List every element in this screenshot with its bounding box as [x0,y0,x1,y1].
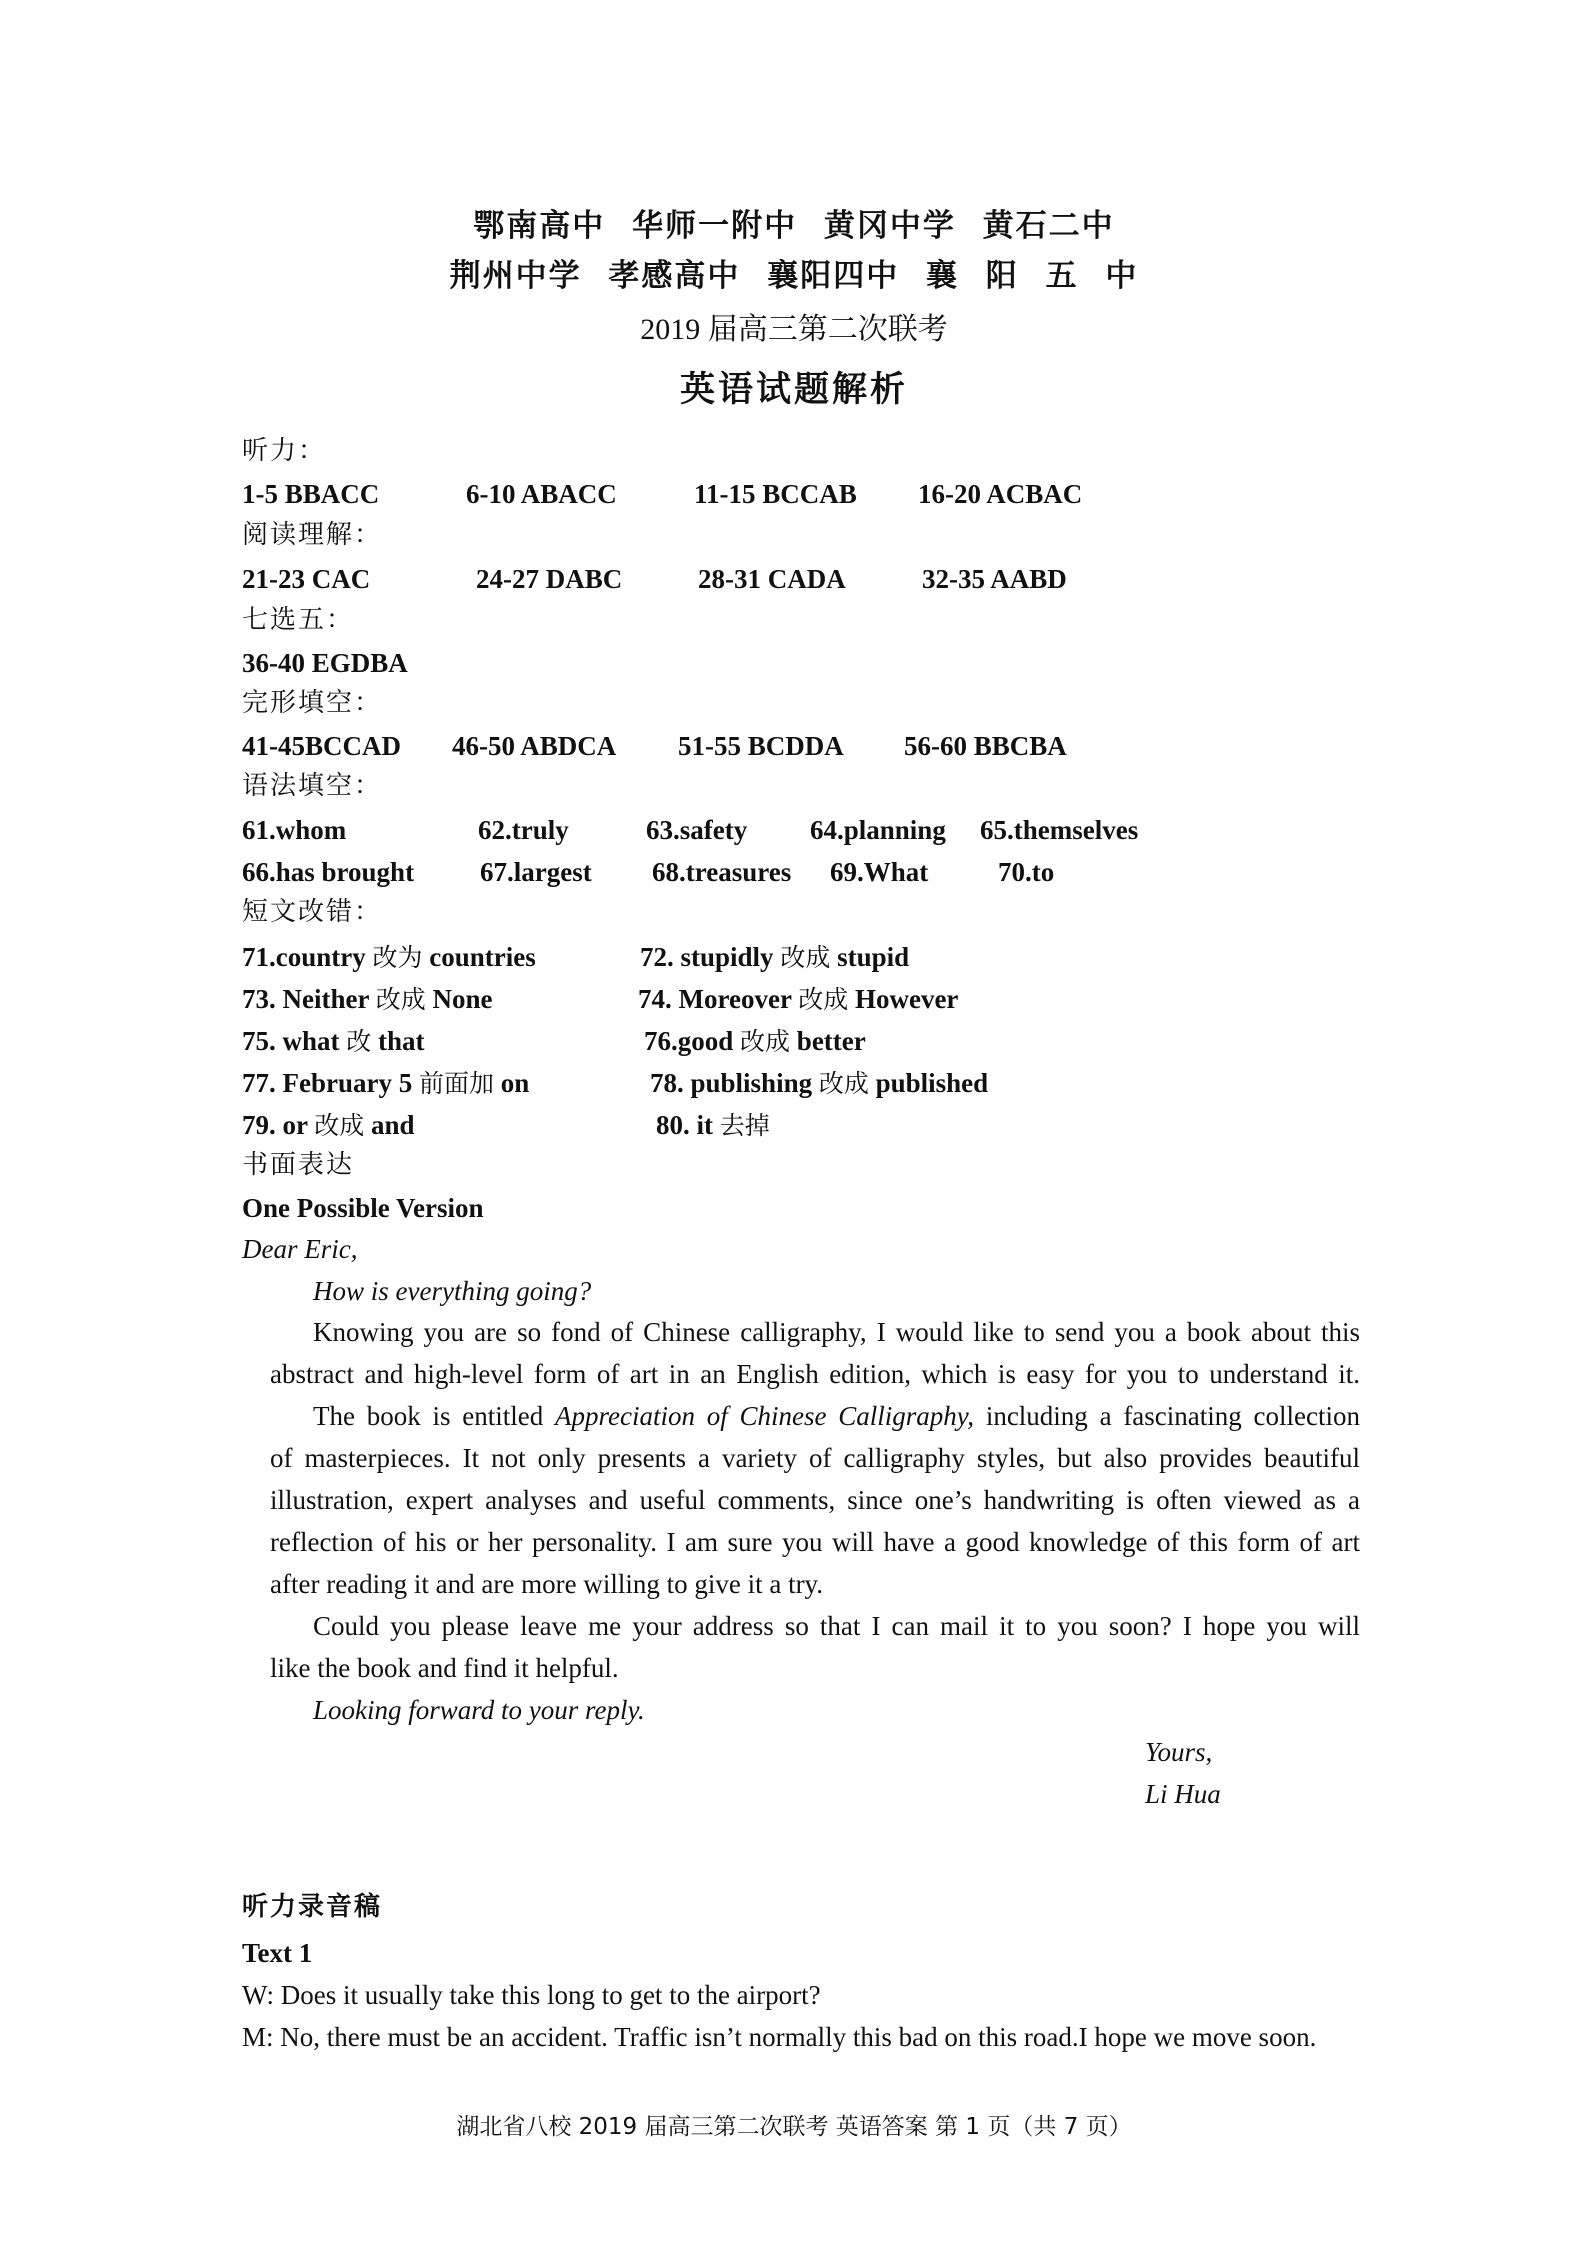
correction-number: 80. it [656,1110,713,1140]
version-heading: One Possible Version [242,1193,484,1223]
correction-item [242,940,536,975]
correction-op: 改成 [314,1111,365,1140]
correction-item [242,982,493,1017]
answer-group: 16-20 ACBAC [918,479,1083,509]
correction-answer: However [854,984,959,1014]
correction-answer: None [432,984,493,1014]
letter-signature: Li Hua [1145,1779,1221,1809]
grammar-label: 语法填空： [242,771,383,801]
transcript-text-title: Text 1 [242,1938,313,1968]
cloze-label: 完形填空： [242,688,383,718]
listening-label: 听力： [242,436,327,466]
correction-answer: on [500,1068,530,1098]
correction-op: 去掉 [719,1111,770,1140]
correction-op: 前面加 [418,1069,494,1098]
answer-group: 51-55 BCDDA [678,731,844,761]
correction-number: 79. or [242,1110,308,1140]
correction-op: 改成 [375,985,426,1014]
writing-label: 书面表达 [242,1150,355,1180]
correction-answer: stupid [837,942,910,972]
correction-op: 改 [346,1027,372,1056]
correction-item [242,1108,415,1143]
correction-answer: published [875,1068,989,1098]
correction-label: 短文改错： [242,897,383,927]
letter-line: Knowing you are so fond of Chinese calligraphy, I would like to send you a book about this [313,1317,1360,1347]
transcript-label: 听力录音稿 [242,1892,383,1922]
correction-item [242,1024,425,1059]
transcript-line: W: Does it usually take this long to get to the airport? [242,1980,821,2010]
answer-group: 24-27 DABC [476,564,623,594]
schools-line-2: 荆州中学 孝感高中 襄阳四中 襄 阳 五 中 [449,258,1139,294]
correction-op: 改成 [818,1069,869,1098]
correction-answer: and [371,1110,415,1140]
correction-number: 73. Neither [242,984,369,1014]
correction-number: 72. stupidly [640,942,774,972]
answer-item: 61.whom [242,815,347,845]
correction-op: 改为 [372,943,423,972]
correction-number: 77. February 5 [242,1068,413,1098]
letter-line: reflection of his or her personality. I am sure you will have a good knowledge of this form of art [270,1527,1360,1557]
letter-greeting: How is everything going? [313,1276,592,1306]
transcript-line: M: No, there must be an accident. Traffic isn’t normally this bad on this road.I hope we move soon. [242,2022,1317,2052]
answer-group: 1-5 BBACC [242,479,380,509]
seven-five-label: 七选五： [242,605,355,635]
correction-number: 78. publishing [650,1068,813,1098]
page-footer: 湖北省八校 2019 届高三第二次联考 英语答案 第 1 页（共 7 页） [456,2114,1132,2140]
correction-item [640,940,909,975]
answer-group: 28-31 CADA [698,564,846,594]
correction-op: 改成 [780,943,831,972]
correction-answer: better [796,1026,866,1056]
correction-item [638,982,958,1017]
answer-item: 69.What [830,857,929,887]
letter-text: The book is entitled [313,1401,544,1431]
book-title: Appreciation of Chinese Calligraphy, [555,1401,975,1431]
reading-label: 阅读理解： [242,520,383,550]
schools-line-1: 鄂南高中 华师一附中 黄冈中学 黄石二中 [473,208,1115,244]
letter-line [313,1395,1360,1437]
answer-group: 41-45BCCAD [242,731,401,761]
answer-group: 6-10 ABACC [466,479,617,509]
correction-answer: that [378,1026,425,1056]
answer-item: 65.themselves [980,815,1139,845]
answer-item: 62.truly [478,815,569,845]
correction-answer: countries [429,942,536,972]
letter-line: illustration, expert analyses and useful comments, since one’s handwriting is often viewed as a [270,1485,1360,1515]
letter-yours: Yours, [1145,1737,1213,1767]
answer-group: 36-40 EGDBA [242,648,408,678]
correction-op: 改成 [740,1027,791,1056]
answer-item: 64.planning [810,815,946,845]
letter-line: of masterpieces. It not only presents a variety of calligraphy styles, but also provides beautiful [270,1443,1360,1473]
letter-closing: Looking forward to your reply. [313,1695,645,1725]
correction-number: 75. what [242,1026,340,1056]
answer-group: 11-15 BCCAB [694,479,857,509]
answer-group: 21-23 CAC [242,564,371,594]
letter-line: Could you please leave me your address so that I can mail it to you soon? I hope you will [313,1611,1360,1641]
correction-item [644,1024,866,1059]
answer-item: 70.to [998,857,1055,887]
answer-group: 46-50 ABDCA [452,731,617,761]
correction-number: 74. Moreover [638,984,792,1014]
correction-number: 71.country [242,942,366,972]
page-title: 英语试题解析 [679,370,908,410]
correction-item [650,1066,988,1101]
answer-item: 68.treasures [652,857,792,887]
correction-item [656,1108,770,1143]
answer-item: 63.safety [646,815,748,845]
letter-salutation: Dear Eric, [242,1234,358,1264]
letter-line: like the book and find it helpful. [270,1653,619,1683]
answer-group: 32-35 AABD [922,564,1067,594]
letter-line: abstract and high-level form of art in an English edition, which is easy for you to understand it. [270,1359,1360,1389]
correction-item [242,1066,529,1101]
letter-text: including a fascinating collection [985,1401,1360,1431]
answer-item: 66.has brought [242,857,415,887]
exam-subtitle: 2019 届高三第二次联考 [640,313,948,346]
answer-item: 67.largest [480,857,592,887]
letter-line: after reading it and are more willing to give it a try. [270,1569,824,1599]
correction-op: 改成 [798,985,849,1014]
answer-group: 56-60 BBCBA [904,731,1067,761]
correction-number: 76.good [644,1026,734,1056]
